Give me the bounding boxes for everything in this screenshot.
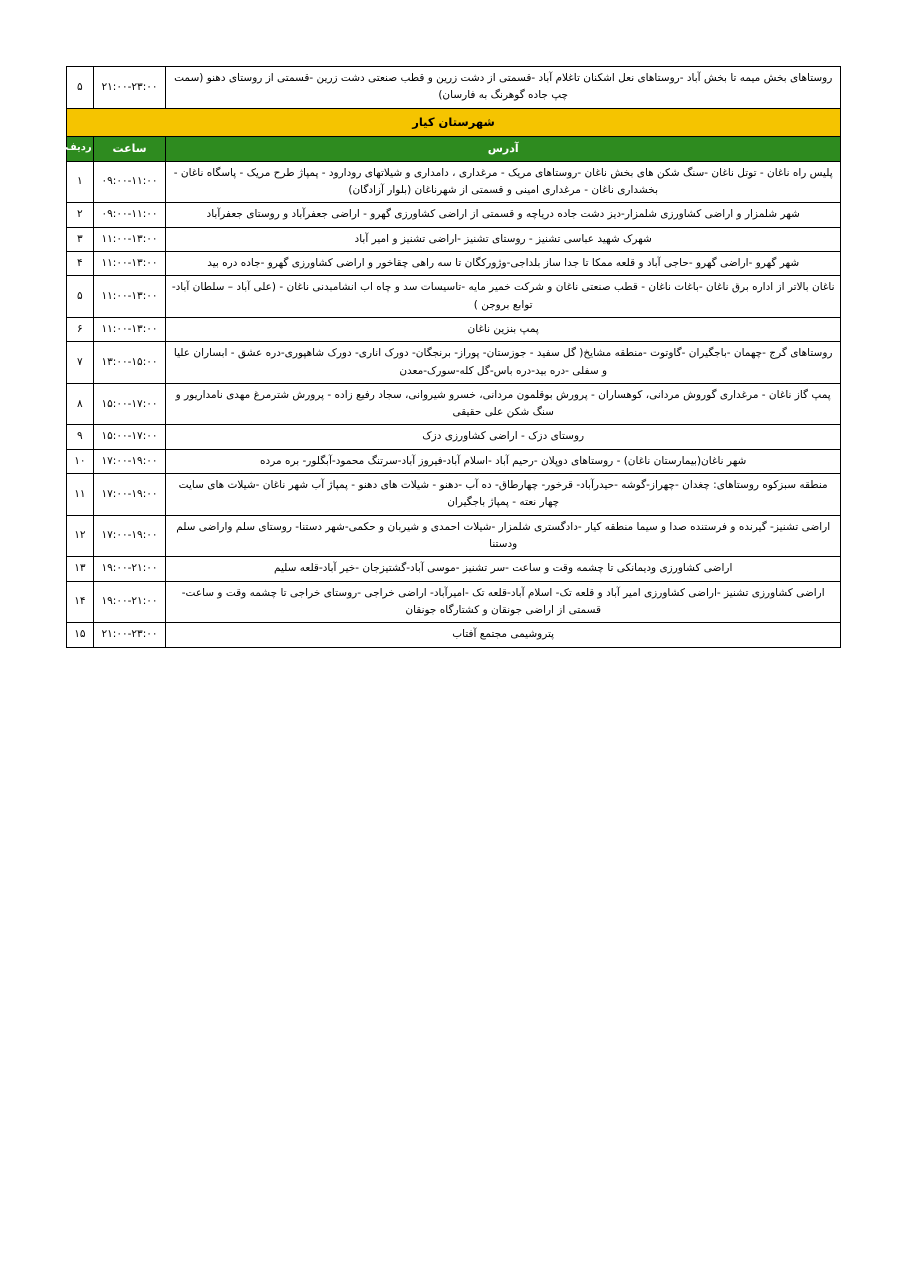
row-number-cell: ۱۳: [67, 557, 94, 581]
row-number-cell: ۶: [67, 317, 94, 341]
row-number-cell: ۱۴: [67, 581, 94, 623]
table-row: [67, 449, 841, 473]
table-row-continued: [67, 67, 841, 109]
time-cell: ۱۵:۰۰-۱۷:۰۰: [93, 383, 166, 425]
table-row: [67, 251, 841, 275]
table-row: [67, 161, 841, 203]
address-cell: اراضی کشاورزی تشنیز -اراضی کشاورزی امیر آباد و قلعه تک- اسلام آباد-قلعه تک -امیرآباد- اراضی خراجی -روستای خراجی تا چشمه وقت و ساعت- قسمتی از اراضی جونقان و کشتارگاه جونقان: [166, 581, 841, 623]
time-cell: ۱۵:۰۰-۱۷:۰۰: [93, 425, 166, 449]
time-cell: ۱۱:۰۰-۱۳:۰۰: [93, 317, 166, 341]
table-row: [67, 425, 841, 449]
row-number-cell: ۵: [67, 67, 94, 109]
time-cell: ۱۹:۰۰-۲۱:۰۰: [93, 581, 166, 623]
address-cell: روستاهای گرج -چهمان -باجگیران -گاوتوت -منطقه مشایخ( گل سفید - جوزستان- پوراز- برنجگان- دورک اناری- دورک شاهپوری-دره عشق - ابساران علیا و سفلی -دره بید-دره باس-گل کله-سورک-معدن: [166, 342, 841, 384]
table-row: [67, 515, 841, 557]
table-row: [67, 623, 841, 647]
table-row: [67, 474, 841, 516]
time-cell: ۲۱:۰۰-۲۳:۰۰: [93, 623, 166, 647]
address-cell: پلیس راه ناغان - توتل ناغان -سنگ شکن های بخش ناغان -روستاهای مریک - مرغداری ، دامداری و شیلاتهای رودارود - پمپاژ طرح مریک - پاسگاه ناغان - بخشداری ناغان - مرغداری امینی و قسمتی از شهرناغان (بلوار آزادگان): [166, 161, 841, 203]
row-number-cell: ۲: [67, 203, 94, 227]
address-cell: اراضی تشنیز- گیرنده و فرستنده صدا و سیما منطقه کیار -دادگستری شلمزار -شیلات احمدی و شیربان و حکمی-شهر دستنا- روستای سلم واراضی سلم ودستنا: [166, 515, 841, 557]
table-body: [67, 67, 841, 648]
address-cell: روستاهای بخش میمه تا بخش آباد -روستاهای نعل اشکنان تاغلام آباد -قسمتی از دشت زرین و قطب صنعتی دشت زرین -قسمتی از روستای دهنو (سمت چپ جاده گوهرنگ به فارسان): [166, 67, 841, 109]
time-cell: ۱۱:۰۰-۱۳:۰۰: [93, 276, 166, 318]
address-cell: پتروشیمی مجتمع آفتاب: [166, 623, 841, 647]
time-cell: ۱۷:۰۰-۱۹:۰۰: [93, 474, 166, 516]
column-header-row: [67, 136, 841, 161]
address-cell: اراضی کشاورزی ودیمانکی تا چشمه وقت و ساعت -سر تشنیز -موسی آباد-گشتیزجان -خیر آباد-قلعه سلیم: [166, 557, 841, 581]
time-cell: ۱۷:۰۰-۱۹:۰۰: [93, 515, 166, 557]
table-row: [67, 227, 841, 251]
time-cell: ۱۱:۰۰-۱۳:۰۰: [93, 227, 166, 251]
address-cell: پمپ بنزین ناغان: [166, 317, 841, 341]
row-number-cell: ۸: [67, 383, 94, 425]
city-header-row: [67, 108, 841, 136]
row-number-cell: ۳: [67, 227, 94, 251]
row-number-cell: ۵: [67, 276, 94, 318]
time-cell: ۱۳:۰۰-۱۵:۰۰: [93, 342, 166, 384]
row-number-cell: ۹: [67, 425, 94, 449]
column-header-row-number: ردیف: [67, 136, 94, 161]
city-name: شهرستان کیار: [67, 108, 841, 136]
address-cell: روستای دزک - اراضی کشاورزی دزک: [166, 425, 841, 449]
address-cell: شهر ناغان(بیمارستان ناغان) - روستاهای دوپلان -رحیم آباد -اسلام آباد-فیروز آباد-سرتنگ محمود-آبگلور- بره مرده: [166, 449, 841, 473]
row-number-cell: ۴: [67, 251, 94, 275]
table-row: [67, 383, 841, 425]
time-cell: ۰۹:۰۰-۱۱:۰۰: [93, 203, 166, 227]
row-number-cell: ۱۱: [67, 474, 94, 516]
time-cell: ۱۱:۰۰-۱۳:۰۰: [93, 251, 166, 275]
time-cell: ۰۹:۰۰-۱۱:۰۰: [93, 161, 166, 203]
address-cell: ناغان بالاتر از اداره برق ناغان -باغات ناغان - قطب صنعتی ناغان و شرکت خمیر مایه -تاسیسات سد و چاه اب انشامبدنی ناغان - (علی آباد – سلطان آباد-توابع بروجن ): [166, 276, 841, 318]
table-row: [67, 342, 841, 384]
time-cell: ۱۷:۰۰-۱۹:۰۰: [93, 449, 166, 473]
table-row: [67, 317, 841, 341]
column-header-time: ساعت: [93, 136, 166, 161]
table-row: [67, 203, 841, 227]
table-row: [67, 276, 841, 318]
table-row: [67, 581, 841, 623]
row-number-cell: ۱۲: [67, 515, 94, 557]
table-row: [67, 557, 841, 581]
address-cell: شهر گهرو -اراضی گهرو -حاجی آباد و قلعه ممکا تا جدا ساز بلداجی-وژورکگان تا سه راهی چقاخور و اراضی کشاورزی گهرو -جاده دره بید: [166, 251, 841, 275]
address-cell: پمپ گاز ناغان - مرغداری گوروش مردانی، کوهساران - پرورش بوقلمون مردانی، خسرو شیروانی، سجاد رفیع زاده - پرورش شترمرغ مهدی نامداریور و سنگ شکن علی حقیقی: [166, 383, 841, 425]
row-number-cell: ۱۵: [67, 623, 94, 647]
row-number-cell: ۱: [67, 161, 94, 203]
column-header-address: آدرس: [166, 136, 841, 161]
address-cell: شهرک شهید عباسی تشنیز - روستای تشنیز -اراضی تشنیز و امیر آباد: [166, 227, 841, 251]
row-number-cell: ۱۰: [67, 449, 94, 473]
address-cell: منطقه سبزکوه روستاهای: چغدان -چهراز-گوشه -حیدرآباد- قرخور- چهارطاق- ده آب -دهنو - شیلات های دهنو - پمپاژ آب شهر ناغان -شیلات های سایت چهار نعته - پمپاژ باجگیران: [166, 474, 841, 516]
row-number-cell: ۷: [67, 342, 94, 384]
address-cell: شهر شلمزار و اراضی کشاورزی شلمزار-دیز دشت جاده دریاچه و قسمتی از اراضی کشاورزی گهرو - اراضی جعفرآباد و روستای جعفرآباد: [166, 203, 841, 227]
outage-schedule-table: [66, 66, 841, 648]
time-cell: ۲۱:۰۰-۲۳:۰۰: [93, 67, 166, 109]
time-cell: ۱۹:۰۰-۲۱:۰۰: [93, 557, 166, 581]
